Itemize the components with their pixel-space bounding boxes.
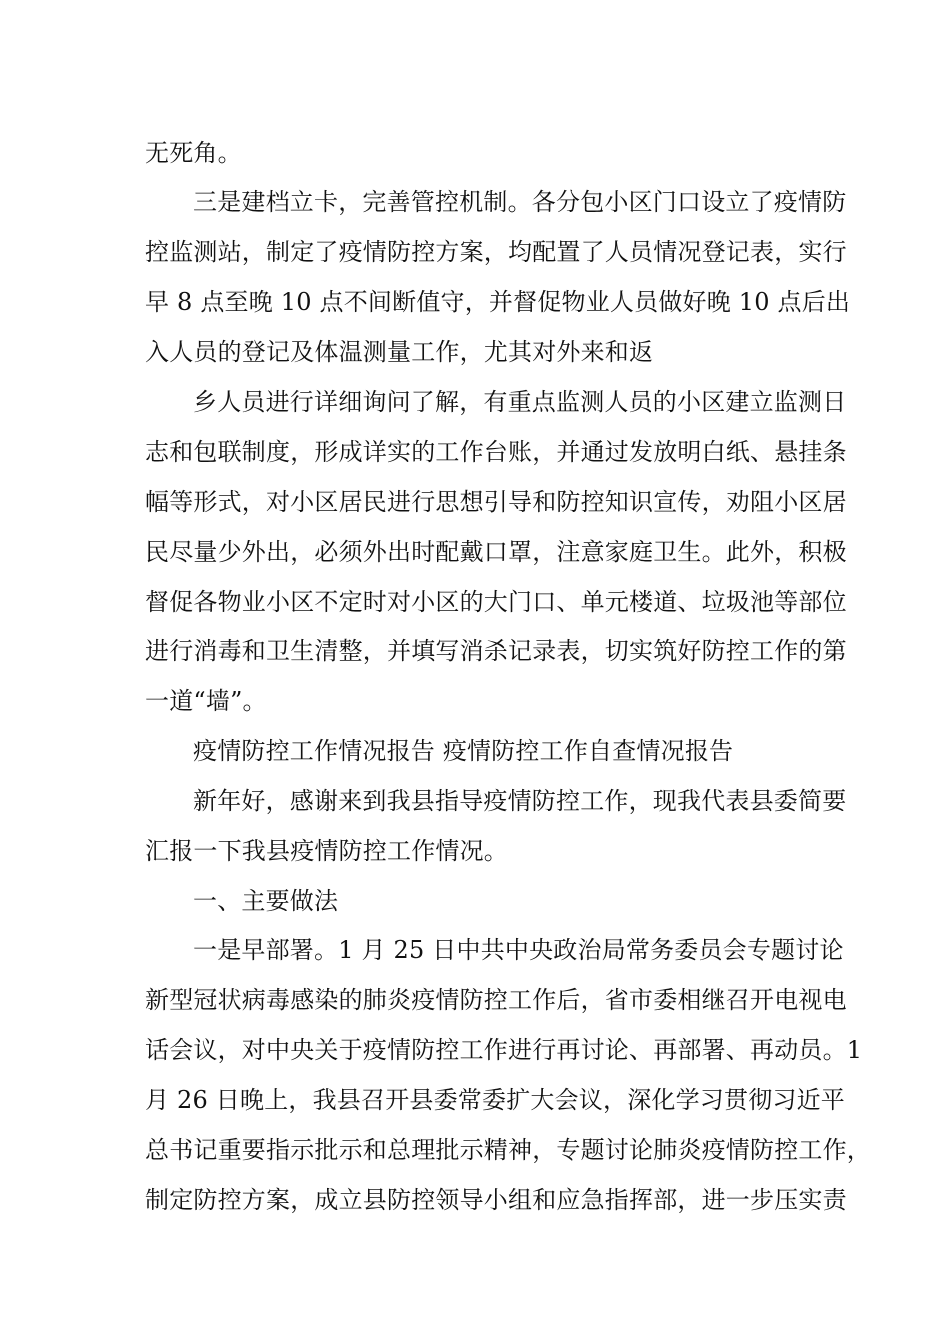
paragraph-start-line: 乡人员进行详细询问了解，有重点监测人员的小区建立监测日: [193, 388, 847, 416]
text-line: 民尽量少外出，必须外出时配戴口罩，注意家庭卫生。此外，积极: [145, 538, 847, 566]
text-line: 汇报一下我县疫情防控工作情况。: [145, 837, 508, 865]
paragraph-start-line: 新年好，感谢来到我县指导疫情防控工作，现我代表县委简要: [193, 787, 847, 815]
text-line: 一道“墙”。: [145, 687, 267, 715]
text-line: 督促各物业小区不定时对小区的大门口、单元楼道、垃圾池等部位: [145, 588, 847, 616]
text-line: 进行消毒和卫生清整，并填写消杀记录表，切实筑好防控工作的第: [145, 637, 847, 665]
text-line: 制定防控方案，成立县防控领导小组和应急指挥部，进一步压实责: [145, 1186, 847, 1214]
text-line: 新型冠状病毒感染的肺炎疫情防控工作后，省市委相继召开电视电: [145, 986, 847, 1014]
section-heading: 疫情防控工作情况报告 疫情防控工作自查情况报告: [193, 737, 734, 765]
section-heading: 一、主要做法: [193, 887, 339, 915]
text-line: 幅等形式，对小区居民进行思想引导和防控知识宣传，劝阻小区居: [145, 488, 847, 516]
paragraph-start-line: 三是建档立卡，完善管控机制。各分包小区门口设立了疫情防: [193, 188, 847, 216]
text-line: 总书记重要指示批示和总理批示精神，专题讨论肺炎疫情防控工作，: [145, 1136, 871, 1164]
text-line: 早 8 点至晚 10 点不间断值守，并督促物业人员做好晚 10 点后出: [145, 288, 851, 316]
paragraph-start-line: 一是早部署。1 月 25 日中共中央政治局常务委员会专题讨论: [193, 936, 844, 964]
text-line: 志和包联制度，形成详实的工作台账，并通过发放明白纸、悬挂条: [145, 438, 847, 466]
text-line: 控监测站，制定了疫情防控方案，均配置了人员情况登记表，实行: [145, 238, 847, 266]
text-line: 入人员的登记及体温测量工作，尤其对外来和返: [145, 338, 654, 366]
text-line: 话会议，对中央关于疫情防控工作进行再讨论、再部署、再动员。1: [145, 1036, 863, 1064]
text-line: 月 26 日晚上，我县召开县委常委扩大会议，深化学习贯彻习近平: [145, 1086, 845, 1114]
text-line: 无死角。: [145, 139, 242, 167]
